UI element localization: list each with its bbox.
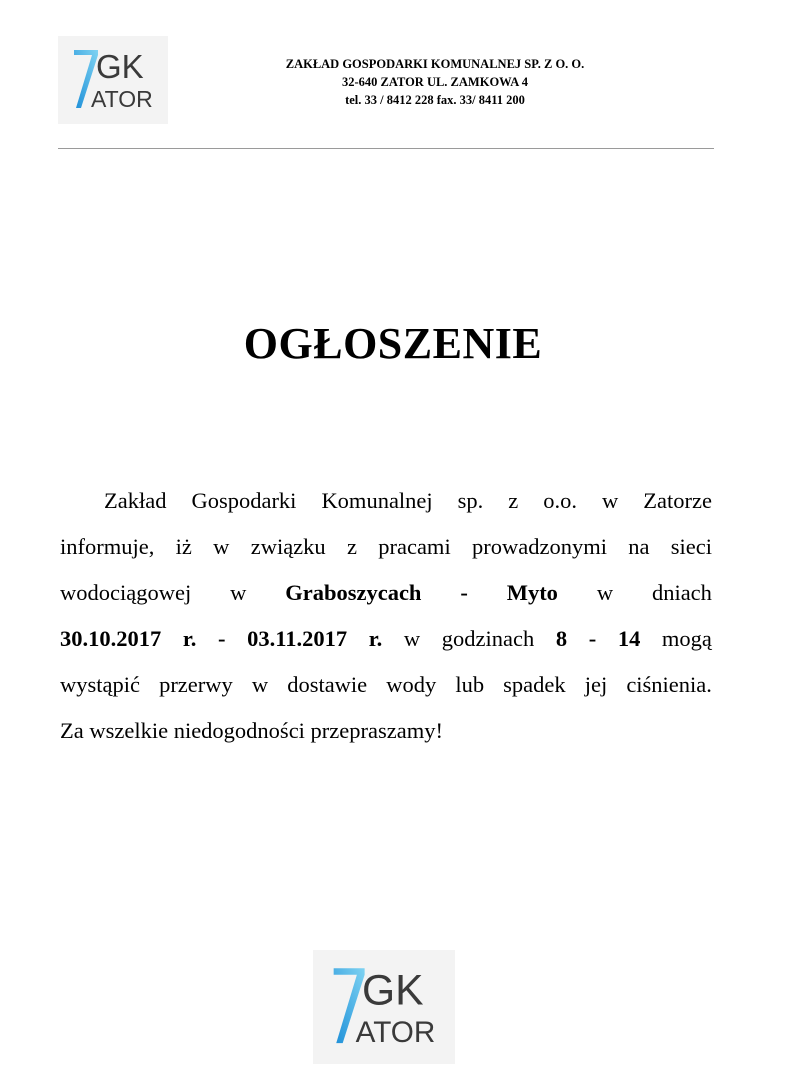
logo-gk-letters-bottom: GK: [362, 966, 424, 1015]
announcement-body: [60, 478, 712, 754]
company-logo-bottom: [313, 950, 455, 1064]
date-start: 30.10.2017: [60, 626, 162, 651]
page-title: OGŁOSZENIE: [243, 319, 543, 368]
location-subname: Myto: [506, 580, 558, 605]
header-divider: [58, 148, 714, 149]
text-line-4: 30.10.2017 r. - 03.11.2017 r. w godzinach 8 - 14 mogą: [60, 616, 712, 662]
text-line-3: wodociągowej w Graboszycach - Myto w dniach: [60, 570, 712, 616]
date-end: 03.11.2017: [247, 626, 348, 651]
text-line-5: wystąpić przerwy w dostawie wody lub spadek jej ciśnienia.: [60, 672, 712, 697]
logo-gk-letters: GK: [96, 48, 144, 85]
logo-ator-text: ATOR: [91, 86, 153, 112]
text-line-1: Zakład Gospodarki Komunalnej sp. z o.o. w Zatorze: [104, 488, 712, 513]
hour-end: 14: [617, 626, 641, 651]
company-contact: tel. 33 / 8412 228 fax. 33/ 8411 200: [345, 93, 525, 107]
location-name: Graboszycach: [285, 580, 422, 605]
company-address: 32-640 ZATOR UL. ZAMKOWA 4: [341, 75, 528, 89]
company-logo-top: [58, 36, 168, 124]
zgk-logo-graphic-bottom: [313, 950, 455, 1064]
text-line-2: informuje, iż w związku z pracami prowadzonymi na sieci: [60, 534, 712, 559]
company-name: ZAKŁAD GOSPODARKI KOMUNALNEJ SP. Z O. O.: [285, 57, 585, 71]
text-line-6: Za wszelkie niedogodności przepraszamy!: [60, 718, 443, 743]
zgk-logo-graphic: [58, 36, 168, 124]
company-header: [200, 55, 670, 109]
logo-ator-text-bottom: ATOR: [355, 1015, 436, 1049]
hour-start: 8: [555, 626, 568, 651]
